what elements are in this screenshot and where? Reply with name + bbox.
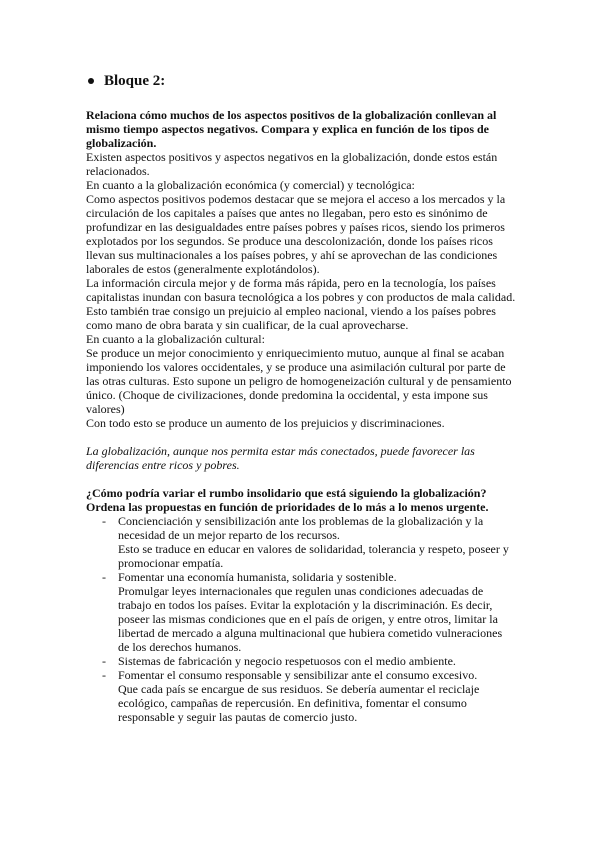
list-item-extra: Promulgar leyes internacionales que regulen unas condiciones adecuadas de trabajo en todos los países. Evitar la explotación y la discriminación. Es decir, poseer las mismas condiciones que en el país de origen, y entre otros, limitar la libertad de mercado a alguna multinacional que hubiera cometido vulneraciones de los derechos humanos.: [118, 584, 503, 654]
list-item-extra: Que cada país se encargue de sus residuos. Se debería aumentar el reciclaje ecológico, campañas de repercusión. En definitiva, fomentar el consumo responsable y seguir las pautas de comercio justo.: [118, 682, 480, 724]
question-2: ¿Cómo podría variar el rumbo insolidario que está siguiendo la globalización? Ordena las propuestas en función de prioridades de lo más a lo menos urgente.: [86, 486, 489, 514]
dash-marker: -: [102, 654, 106, 668]
proposal-list: [86, 514, 516, 724]
dash-marker: -: [102, 668, 106, 682]
italic-note: La globalización, aunque nos permita estar más conectados, puede favorecer las diferencias entre ricos y pobres.: [86, 444, 475, 472]
spacer: [86, 472, 516, 486]
question-1: Relaciona cómo muchos de los aspectos positivos de la globalización conllevan al mismo tiempo aspectos negativos. Compara y explica en función de los tipos de globalización.: [86, 108, 497, 150]
dash-marker: -: [102, 514, 106, 528]
paragraph: La información circula mejor y de forma más rápida, pero en la tecnología, los países capitalistas inundan con basura tecnológica a los pobres y con productos de mala calidad.: [86, 276, 516, 304]
dash-marker: -: [102, 570, 106, 584]
paragraph: Esto también trae consigo un prejuicio al empleo nacional, viendo a los países pobres como mano de obra barata y sin cualificar, de la cual aprovecharse.: [86, 304, 496, 332]
list-item-extra: Esto se traduce en educar en valores de solidaridad, tolerancia y respeto, poseer y promocionar empatía.: [118, 542, 509, 570]
section-heading: [104, 72, 516, 90]
bullet-dot-icon: [88, 78, 94, 84]
list-item-main: Sistemas de fabricación y negocio respetuosos con el medio ambiente.: [118, 654, 456, 668]
list-item-main: Fomentar el consumo responsable y sensibilizar ante el consumo excesivo.: [118, 668, 478, 682]
section-heading-text: Bloque 2:: [104, 73, 166, 89]
paragraph: En cuanto a la globalización cultural:: [86, 332, 265, 346]
list-item: [86, 570, 516, 654]
list-item: [86, 668, 516, 724]
document-page: [86, 72, 516, 724]
paragraph: Como aspectos positivos podemos destacar que se mejora el acceso a los mercados y la circulación de los capitales a países que antes no llegaban, pero esto es sinónimo de profundizar en las desigualdades entre países pobres y países ricos, siendo los primeros explotados por los segundos. Se produce una descolonización, donde los países ricos llevan sus multinacionales a los países pobres, y ahí se aprovechan de las condiciones laborales de estos (generalmente explotándolos).: [86, 192, 506, 276]
list-item-main: Fomentar una economía humanista, solidaria y sostenible.: [118, 570, 397, 584]
list-item: [86, 514, 516, 570]
paragraph: Existen aspectos positivos y aspectos negativos en la globalización, donde estos están relacionados.: [86, 150, 498, 178]
paragraph: Con todo esto se produce un aumento de los prejuicios y discriminaciones.: [86, 416, 445, 430]
list-item: [86, 654, 516, 668]
list-item-main: Concienciación y sensibilización ante los problemas de la globalización y la necesidad de un mejor reparto de los recursos.: [118, 514, 484, 542]
spacer: [86, 430, 516, 444]
paragraph: Se produce un mejor conocimiento y enriquecimiento mutuo, aunque al final se acaban imponiendo los valores occidentales, y se produce una asimilación cultural por parte de las otras culturas. Esto supone un peligro de homogeneización cultural y de pensamiento único. (Choque de civilizaciones, donde predomina la occidental, y esta impone sus valores): [86, 346, 512, 416]
paragraph: En cuanto a la globalización económica (y comercial) y tecnológica:: [86, 178, 415, 192]
